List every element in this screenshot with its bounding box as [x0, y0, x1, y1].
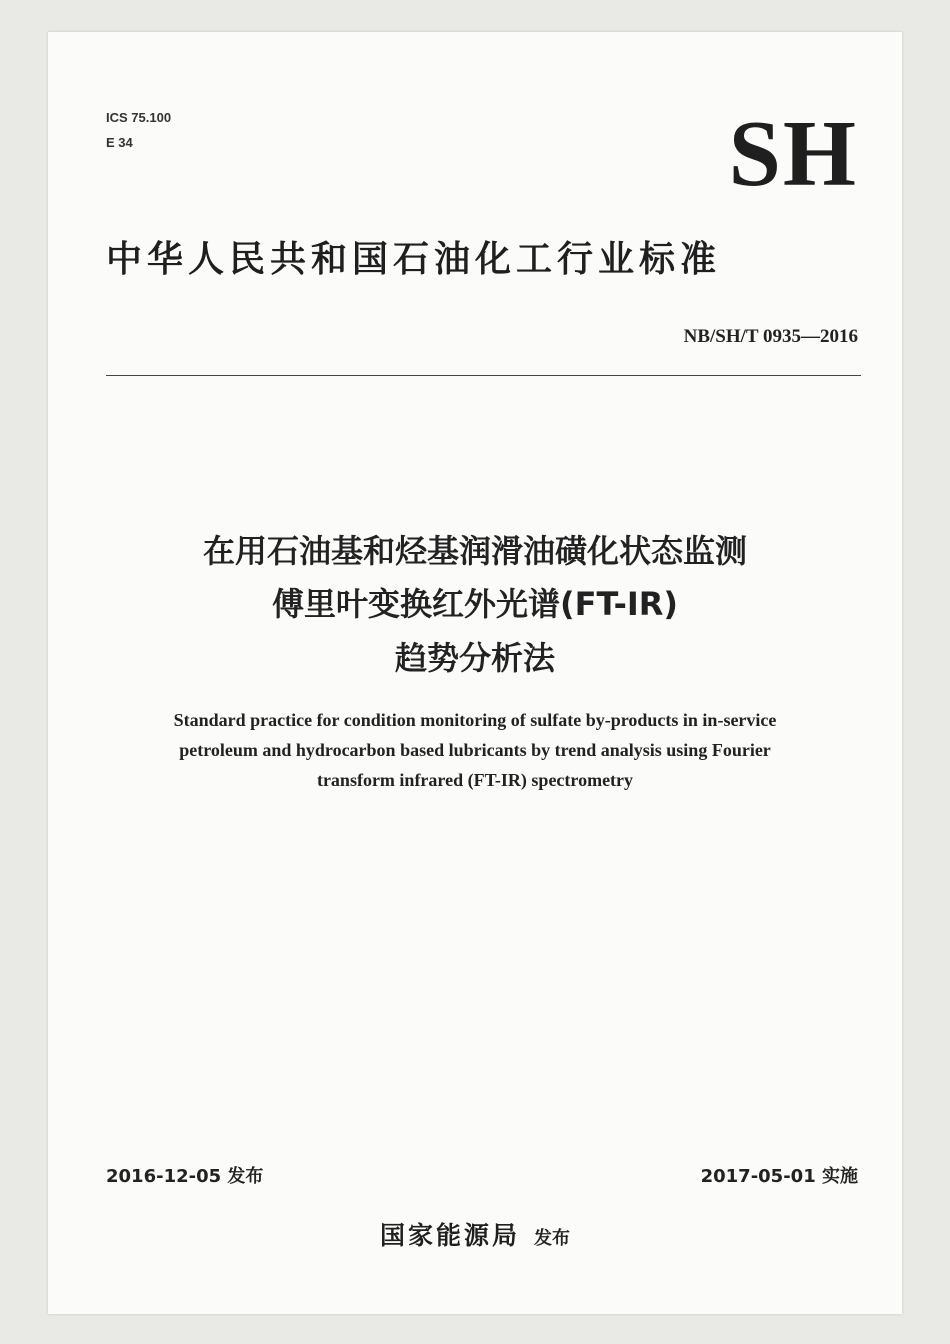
english-title-line-1: Standard practice for condition monitoring of sulfate by-products in in-service: [173, 710, 777, 730]
publisher-line: [48, 1216, 902, 1252]
english-title-line-3: transform infrared (FT-IR) spectrometry: [316, 770, 634, 790]
sh-logo-mark: SH: [728, 102, 858, 206]
issue-date: 2016-12-05 发布: [106, 1166, 264, 1187]
publisher-suffix: 发布: [534, 1228, 570, 1249]
english-title-line-2: petroleum and hydrocarbon based lubricants by trend analysis using Fourier: [179, 740, 771, 760]
document-page: [48, 32, 902, 1314]
chinese-title-line-2: 傅里叶变换红外光谱(FT-IR): [271, 585, 679, 623]
standard-number: NB/SH/T 0935—2016: [683, 326, 858, 347]
chinese-title-line-1: 在用石油基和烃基润滑油磺化状态监测: [202, 532, 747, 570]
chinese-title-line-3: 趋势分析法: [394, 639, 555, 677]
ccs-code: E 34: [106, 135, 133, 150]
industry-standard-title: 中华人民共和国石油化工行业标准: [106, 239, 722, 280]
ics-code: ICS 75.100: [106, 110, 172, 125]
implementation-date: 2017-05-01 实施: [700, 1166, 858, 1187]
header-divider: [106, 375, 861, 376]
publisher-name: 国家能源局: [379, 1221, 520, 1250]
